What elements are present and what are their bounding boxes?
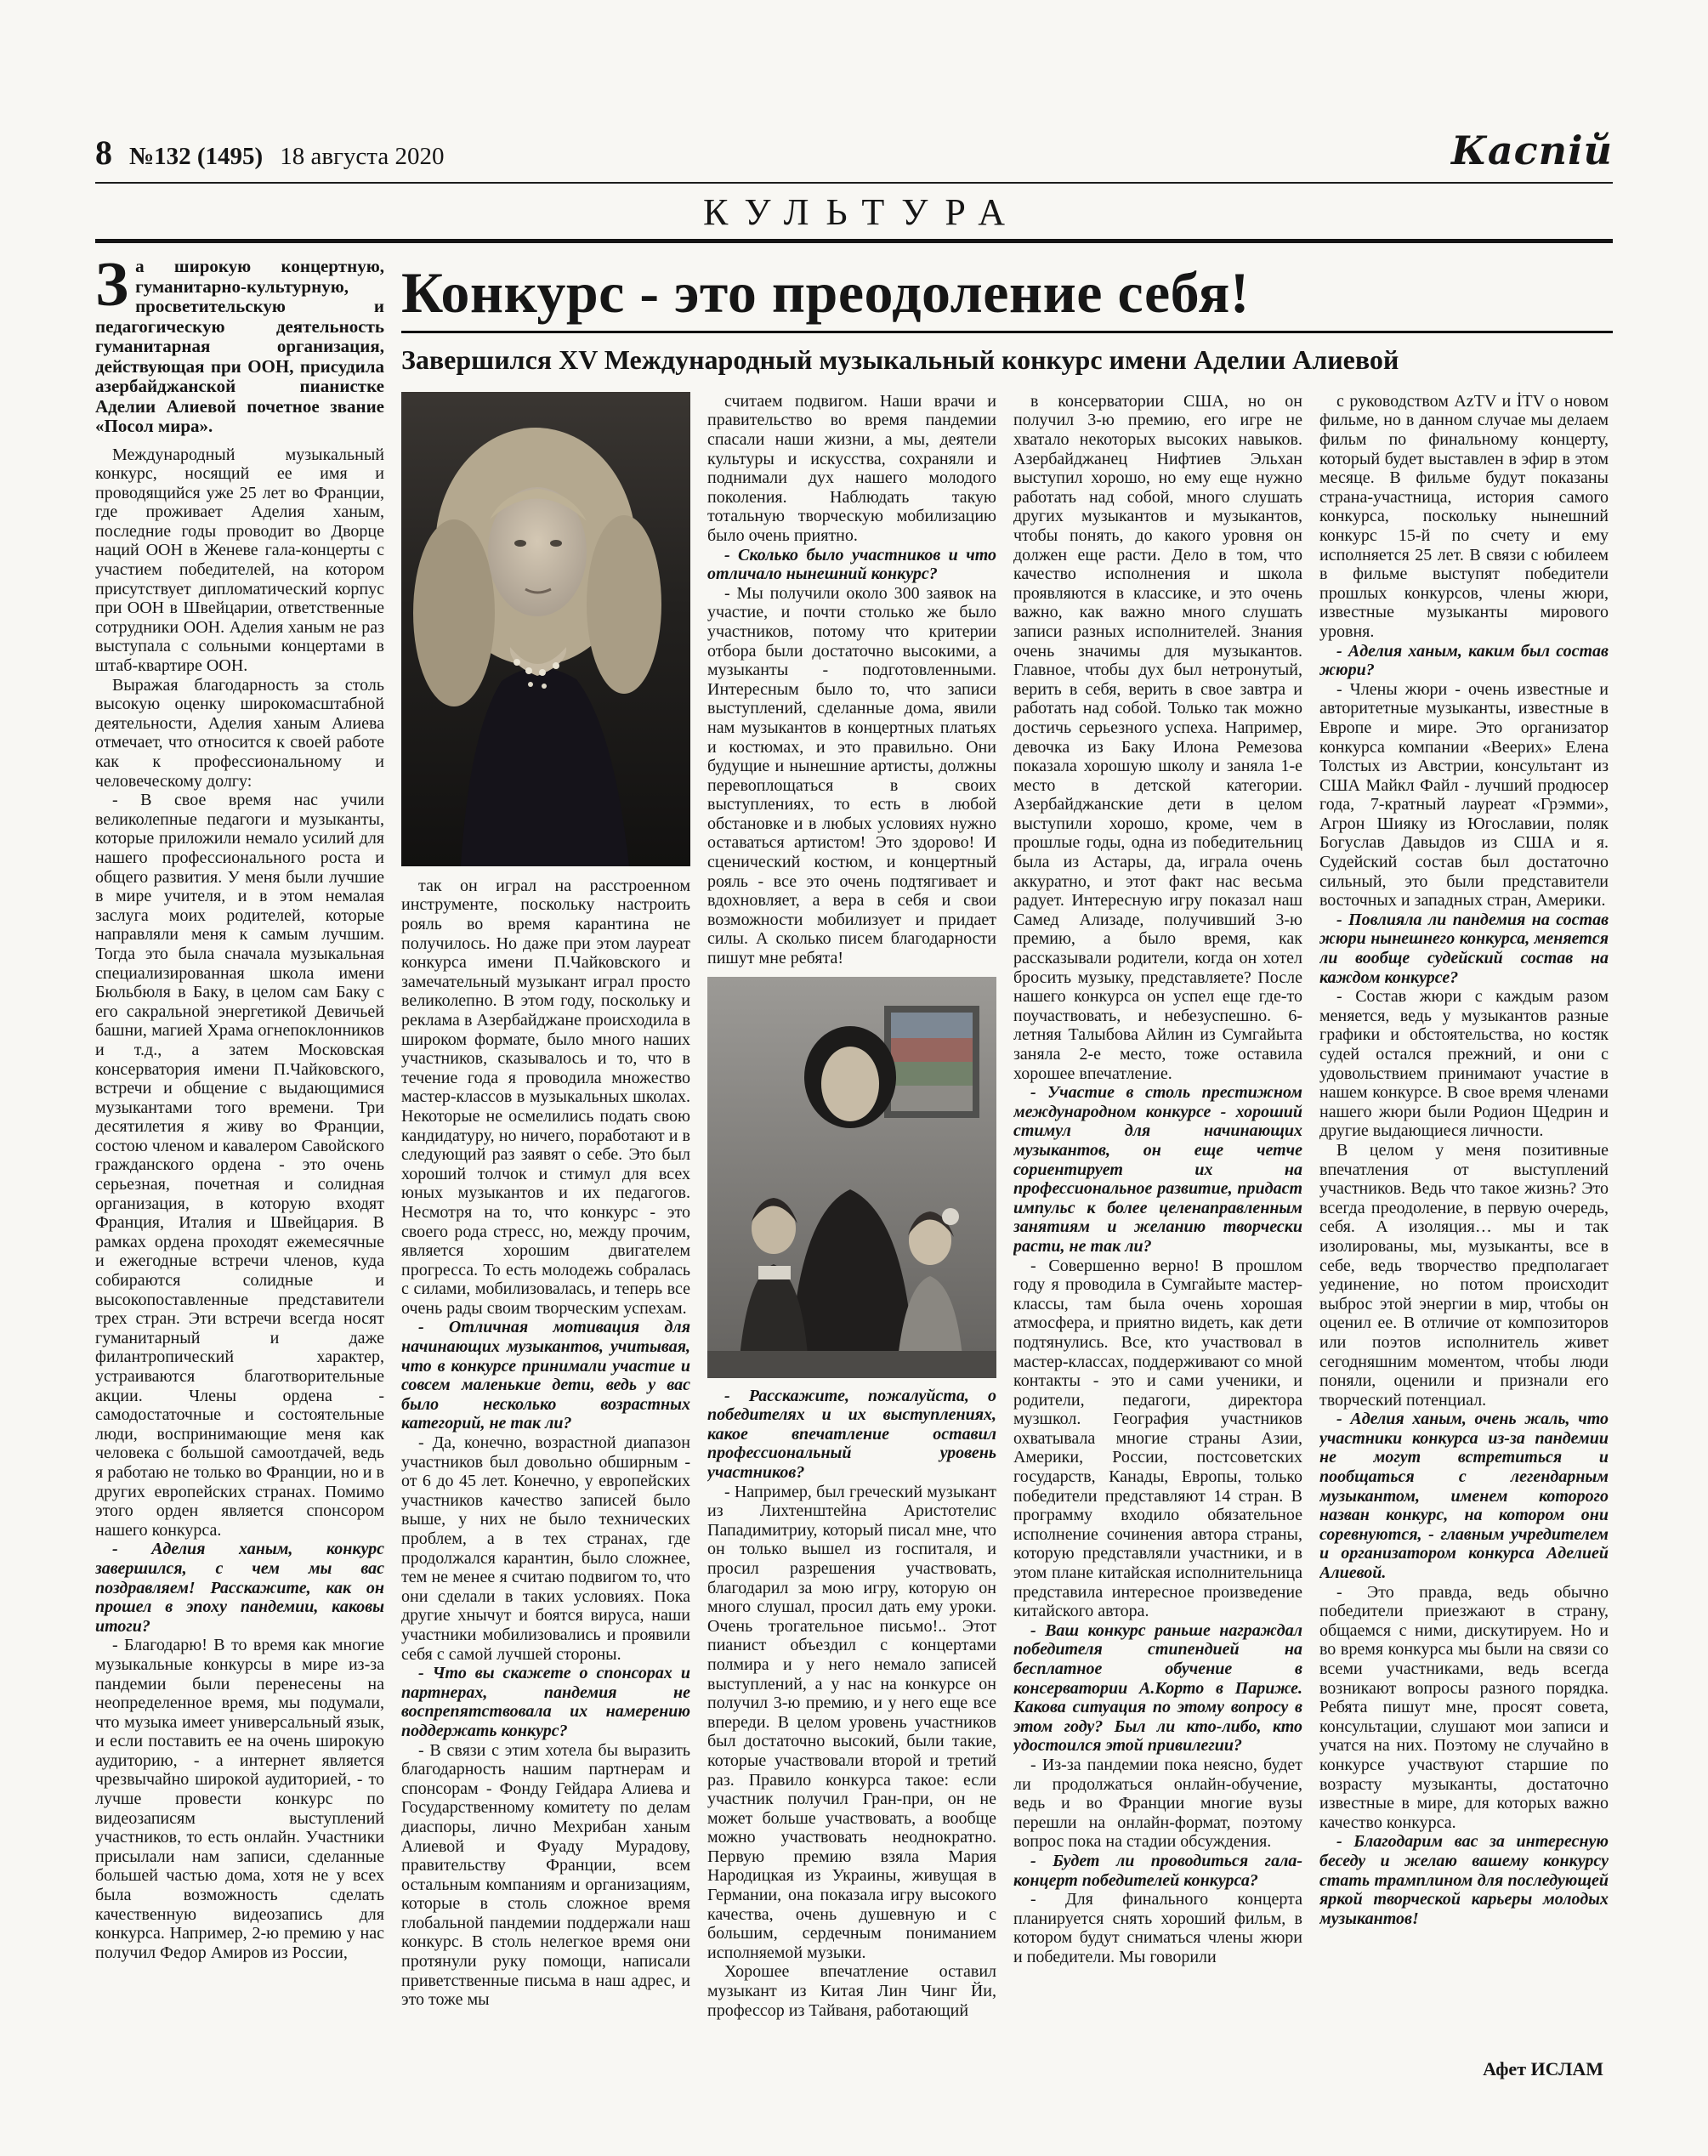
column-4-text bbox=[1013, 392, 1302, 1967]
article-paragraph: - Да, конечно, возрастной диапазон участников был довольно обширным - от 6 до 45 лет. Конечно, у европейских участников качество записей было выше, у них не было технических проблем, а в тех странах, где продолжался карантин, было сложнее, тем не менее я считаю подвигом то, что они сделали в таких условиях. Пока другие хнычут и боятся вируса, наши участники мобилизовались и проявили себя с самой лучшей стороны. bbox=[401, 1433, 690, 1664]
article-column-1 bbox=[95, 257, 384, 2085]
column-3-text-top bbox=[707, 392, 996, 968]
article-paragraph: - В связи с этим хотела бы выразить благодарность нашим партнерам и спонсорам - Фонду Гейдара Алиева и Государственному комитету по делам диаспоры, лично Мехрибан ханым Алиевой и Фуаду Мурадову, правительству Франции, всем остальным компаниям и организациям, которые в столь сложное время глобальной пандемии поддержали наш конкурс. В столь нелегкое время они протянули руку помощи, написали приветственные письма в наш адрес, и это тоже мы bbox=[401, 1740, 690, 2010]
interview-question: - Ваш конкурс раньше награждал победителя стипендией на бесплатное обучение в консерватории А.Корто в Париже. Какова ситуация по этому вопросу в этом году? Был ли кто-либо, кто удостоился этой привилегии? bbox=[1013, 1620, 1302, 1756]
interview-question: - Расскажите, пожалуйста, о победителях и их выступлениях, какое впечатление оставил профессиональный уровень участников? bbox=[707, 1386, 996, 1483]
group-photo bbox=[707, 977, 996, 1378]
column-2-text bbox=[401, 877, 690, 2010]
article-subhead: Завершился XV Международный музыкальный конкурс имени Аделии Алиевой bbox=[401, 344, 1399, 376]
article-paragraph: - Из-за пандемии пока неясно, будет ли продолжаться онлайн-обучение, ведь и во Франции многие вузы перешли на онлайн-формат, поэтому вопрос пока на стадии обсуждения. bbox=[1013, 1755, 1302, 1852]
article-paragraph: - Для финального концерта планируется снять хороший фильм, в котором будут сниматься члены жюри и победители. Мы говорили bbox=[1013, 1890, 1302, 1966]
article-headline: Конкурс - это преодоление себя! bbox=[401, 260, 1250, 325]
article-paragraph: Международный музыкальный конкурс, носящий ее имя и проводящийся уже 25 лет во Франции, где проживает Аделия ханым, последние годы проводит во Дворце наций ООН в Женеве гала-концерты с участием победителей, на котором присутствует дипломатический корпус при ООН в Швейцарии, ответственные сотрудники ООН. Аделия ханым не раз выступала с сольными концертами в штаб-квартире ООН. bbox=[95, 445, 384, 676]
author-byline: Афет ИСЛАМ bbox=[1483, 2057, 1603, 2079]
lede-text: а широкую концертную, гуманитарно-культурную, просветительскую и педагогическую деятельность гуманитарная организация, действующая при ООН, присудила азербайджанской пианистке Аделии Алиевой почетное звание «Посол мира». bbox=[95, 257, 384, 436]
issue-number: №132 (1495) bbox=[129, 143, 264, 170]
article-column-4 bbox=[1013, 392, 1302, 2084]
interview-question: - Участие в столь престижном международном конкурсе - хороший стимул для начинающих музыкантов, он еще четче сориентирует их на профессиональное развитие, придаст импульс к более целенаправленным занятиям и желанию творчески расти, не так ли? bbox=[1013, 1083, 1302, 1256]
article bbox=[95, 257, 1613, 2085]
article-columns bbox=[401, 392, 1613, 2084]
portrait-photo bbox=[401, 392, 690, 866]
article-paragraph: считаем подвигом. Наши врачи и правительство во время пандемии спасали наши жизни, а мы, деятели культуры и искусства, сохраняли и поднимали дух нашего молодого поколения. Наблюдать такую тотальную творческую мобилизацию было очень приятно. bbox=[707, 391, 996, 545]
interview-question: - Аделия ханым, каким был состав жюри? bbox=[1319, 641, 1609, 680]
column-5-text bbox=[1319, 392, 1609, 2036]
article-paragraph: - Мы получили около 300 заявок на участие, и почти столько же было участников, потому что критерии отбора были достаточно высокими, а музыканты - подготовленными. Интересным было то, что записи выступлений, сделанные дома, явили нам музыкантов в концертных платьях и костюмах, и это правильно. Они будущие и нынешние артисты, должны перевоплощаться в своих выступлениях, то есть в любой обстановке и в любых условиях нужно оставаться артистом! Это здорово! И сценический костюм, и концертный рояль - все это очень подтягивает и вдохновляет, а вера в себя и свои возможности мобилизует и придает силы. А сколько писем благодарности пишут мне ребята! bbox=[707, 583, 996, 968]
article-column-5 bbox=[1319, 392, 1609, 2084]
article-paragraph: Хорошее впечатление оставил музыкант из Китая Лин Чинг Йи, профессор из Тайваня, работающий bbox=[707, 1962, 996, 2020]
article-paragraph: так он играл на расстроенном инструменте, поскольку настроить рояль во время карантина не получилось. Но даже при этом лауреат конкурса имени П.Чайковского и замечательный музыкант играл просто великолепно. В этом году, поскольку и реклама в Азербайджане происходила в широком формате, было много наших участников, сказывалось и то, что в течение года я проводила множество мастер-классов в музыкальных школах. Некоторые не осмелились подать свою кандидатуру, но ничего, поработают и в следующий раз заявят о себе. Это был хороший толчок и стимул для всех юных музыкантов и их педагогов. Несмотря на то, что конкурс - это своего рода стресс, но, между прочим, является хорошим двигателем прогресса. То есть молодежь собралась с силами, мобилизовалась, и теперь все очень рады своим творческим успехам. bbox=[401, 876, 690, 1318]
interview-question: - Что вы скажете о спонсорах и партнерах, пандемия не воспрепятствовала их намерению поддержать конкурс? bbox=[401, 1664, 690, 1740]
column-1-text bbox=[95, 445, 384, 1963]
interview-question: - Будет ли проводиться гала-концерт победителей конкурса? bbox=[1013, 1851, 1302, 1890]
drop-cap: З bbox=[95, 257, 129, 320]
article-paragraph: В целом у меня позитивные впечатления от выступлений участников. Ведь что такое жизнь? Это всегда преодоление, в первую очередь, себя. А изоляция… мы и так изолированы, мы, музыканты, все в себе, ведь творчество предполагает уединение, но потом происходит выброс этой энергии в мир, чтобы он оценил ее. В отличие от композиторов или поэтов исполнитель живет сегодняшним моментом, чтобы люди поняли, оценили и признали его творческий потенциал. bbox=[1319, 1140, 1609, 1410]
article-paragraph: - Совершенно верно! В прошлом году я проводила в Сумгайыте мастер-классы, там была очень хорошая атмосфера, и приятно видеть, как дети подтянулись. Все, кто участвовал в мастер-классах, поддерживают со мной контакты - это и сами ученики, и родители, педагоги, директора музшкол. География участников охватывала многие страны Азии, Америки, России, постсоветских государств, Канады, Европы, только победители представляют 14 стран. В программу входило обязательное исполнение сочинения автора страны, которую представляли участники, и в этом плане китайская исполнительница представила интересное произведение китайского автора. bbox=[1013, 1256, 1302, 1621]
article-paragraph: - Благодарю! В то время как многие музыкальные конкурсы в мире из-за пандемии были перенесены на неопределенное время, мы подумали, что музыка имеет универсальный язык, и если поставить ее на очень широкую аудиторию, - а интернет является чрезвычайно широкой аудиторией, - то лучше провести конкурс по видеозаписям выступлений участников, то есть онлайн. Участники присылали нам записи, сделанные большей частью дома, хотя не у всех была возможность сделать качественную видеозапись для конкурса. Например, 2-ю премию у нас получил Федор Амиров из России, bbox=[95, 1636, 384, 1962]
article-column-3 bbox=[707, 392, 996, 2084]
portrait-photo-image bbox=[401, 392, 690, 866]
group-photo-image bbox=[707, 977, 996, 1378]
article-paragraph: - В свое время нас учили великолепные педагоги и музыканты, которые приложили немало усилий для нашего профессионального роста и общего развития. У меня были лучшие в мире учителя, и в этом немалая заслуга моих родителей, которые направляли меня к самым лучшим. Тогда это была сначала музыкальная специализированная школа имени Бюльбюля в Баку, в целом сам Баку с его сакральной энергетикой Девичьей башни, магией Храма огнепоклонников и т.д., а затем Московская консерватория имени П.Чайковского, встречи и общение с выдающимися музыкантами того времени. Три десятилетия я живу во Франции, состою членом и кавалером Савойского гражданского ордена - это очень серьезная, почетная и солидная организация, в которую входят Франция, Италия и Швейцария. В рамках ордена проходят ежемесячные и ежегодные встречи членов, куда собираются солидные и высокопоставленные представители трех стран. Эти встречи всегда носят гуманитарный и даже филантропический характер, устраиваются благотворительные акции. Члены ордена - самодостаточные и состоятельные люди, воспринимающие меня как человека с большой самоотдачей, ведь я работаю не только во Франции, но и в других европейских странах. Помимо этого орден является спонсором нашего конкурса. bbox=[95, 791, 384, 1540]
article-column-2 bbox=[401, 392, 690, 2084]
article-paragraph: в консерватории США, но он получил 3-ю премию, его игре не хватало некоторых высоких навыков. Азербайджанец Нифтиев Эльхан выступил хорошо, но ему еще нужно работать над собой, много слушать других музыкантов и музыкантов, чтобы понять, до какого уровня он должен еще расти. Дело в том, что качество исполнения и школа проявляются в классике, и это очень важно, как важно много слушать записи разных исполнителей. Знания очень значимы для музыкантов. Главное, чтобы дух был нетронутый, верить в себя, верить в свое завтра и работать над собой. Только так можно достичь серьезного успеха. Например, девочка из Баку Илона Ремезова показала хорошую школу и заняла 1-е место в детской категории. Азербайджанские дети в целом выступили хорошо, кроме, чем в прошлые годы, одна из победительниц была из Астары, да, играла очень аккуратно, и этот факт нас весьма радует. Интересную игру показал наш Самед Ализаде, получивший 3-ю премию, а было время, как рассказывали родители, когда он хотел бросить музыку, представляете? После нашего конкурса он успел еще где-то поучаствовать, и небезуспешно. 6-летняя Талыбова Айлин из Сумгайыта заняла 2-е место, тоже оставила хорошее впечатление. bbox=[1013, 391, 1302, 1083]
interview-question: - Аделия ханым, конкурс завершился, с чем мы вас поздравляем! Расскажите, как он прошел в эпоху пандемии, каковы итоги? bbox=[95, 1540, 384, 1636]
interview-question: - Отличная мотивация для начинающих музыкантов, учитывая, что в конкурсе принимали участие и совсем маленькие дети, ведь у вас было несколько возрастных категорий, не так ли? bbox=[401, 1318, 690, 1433]
article-paragraph: - Например, был греческий музыкант из Лихтенштейна Аристотелис Пападимитриу, который писал мне, что он только вышел из госпиталя, и просил разрешения участвовать, благодарил за мою игру, которую он много слушал, просил дать ему уроки. Очень трогательное письмо!.. Этот пианист объездил с концертами полмира и у него немало записей выступлений, а у нас на конкурсе он получил 3-ю премию, и у него еще все впереди. В целом уровень участников был достаточно высокий, были такие, которые участвовали второй и третий раз. Правило конкурса такое: если участник получил Гран-при, он не может больше участвовать, а вообще можно участвовать неоднократно. Первую премию взяла Мария Народицкая из Украины, живущая в Германии, она показала игру высокого качества, очень душевную и с большим, сердечным пониманием исполняемой музыки. bbox=[707, 1482, 996, 1962]
section-title: КУЛЬТУРА bbox=[702, 191, 1023, 233]
article-body bbox=[401, 257, 1613, 2085]
interview-question: - Аделия ханым, очень жаль, что участники конкурса из-за пандемии не могут встретиться и пообщаться с легендарным музыкантом, именем которого назван конкурс, на котором они соревнуются, - главным учредителем и организатором конкурса Аделией Алиевой. bbox=[1319, 1410, 1609, 1583]
page-header bbox=[95, 128, 1613, 173]
interview-question: - Сколько было участников и что отличало нынешний конкурс? bbox=[707, 545, 996, 584]
article-paragraph: - Это правда, ведь обычно победители приезжают в страну, общаемся с ними, дискутируем. Но и во время конкурса мы были на связи со всеми участниками, ведь всегда возникают вопросы разного порядка. Ребята пишут мне, просят совета, консультации, слушают мои записи и учатся на них. Поэтому не случайно в конкурсе участвуют старшие по возрасту музыканты, достаточно известные в мире, для которых важно качество конкурса. bbox=[1319, 1582, 1609, 1832]
article-paragraph: - Состав жюри с каждым разом меняется, ведь у музыкантов разные графики и обстоятельства, но костяк судей остался прежний, и они с удовольствием принимают участие в нашем конкурсе. В свое время членами нашего жюри были Родион Щедрин и другие выдающиеся личности. bbox=[1319, 987, 1609, 1141]
issue-date: 18 августа 2020 bbox=[280, 143, 445, 170]
interview-question: - Повлияла ли пандемия на состав жюри нынешнего конкурса, меняется ли вообще судейский состав на каждом конкурсе? bbox=[1319, 910, 1609, 987]
lede-paragraph bbox=[95, 257, 384, 437]
section-divider bbox=[95, 239, 1613, 243]
headline-divider bbox=[401, 331, 1613, 333]
page-number: 8 bbox=[95, 133, 112, 172]
article-paragraph: Выражая благодарность за столь высокую оценку широкомасштабной деятельности, Аделия ханым Алиева отмечает, что относится к своей работе как к профессиональному и человеческому долгу: bbox=[95, 675, 384, 791]
article-paragraph: с руководством AzTV и İTV о новом фильме, но в данном случае мы делаем фильм по финальному концерту, который будет выставлен в эфир в этом месяце. В фильме будут показаны страна-участница, история самого конкурса, поскольку нынешний конкурс 15-й по счету и ему исполняется 25 лет. В связи с юбилеем в фильме выступят победители прошлых конкурсов, члены жюри, известные музыканты мирового уровня. bbox=[1319, 391, 1609, 641]
article-paragraph: - Члены жюри - очень известные и авторитетные музыканты, известные в Европе и мире. Это организатор конкурса компании «Веерих» Елена Толстых из Австрии, консультант из США Майкл Файл - лучший продюсер года, 7-кратный лауреат «Грэмми», Агрон Шияку из Югославии, поляк Богуслав Давыдов из США и я. Судейский состав был достаточно сильный, это были представители восточных и западных стран, Америки. bbox=[1319, 679, 1609, 911]
interview-question: - Благодарим вас за интересную беседу и желаю вашему конкурсу стать трамплином для последующей яркой творческой карьеры молодых музыкантов! bbox=[1319, 1832, 1609, 1928]
column-3-text-bottom bbox=[707, 1387, 996, 2021]
newspaper-masthead: Каспій bbox=[1450, 128, 1613, 173]
